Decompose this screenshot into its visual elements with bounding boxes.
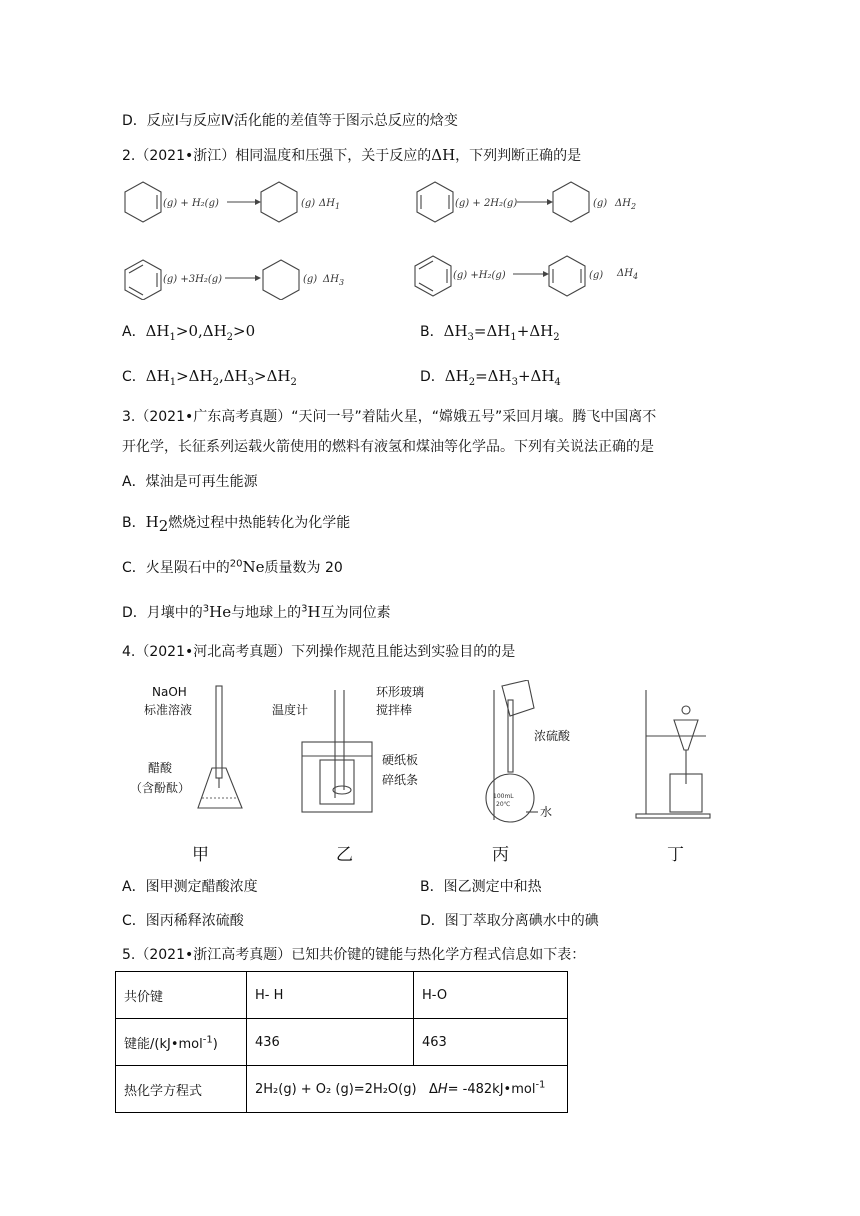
q2-stem-tail: ，下列判断正确的是 — [455, 148, 582, 164]
q2-reaction-figure — [115, 176, 655, 300]
q2-option-c[interactable]: C．$\Delta H_1>\Delta H_2,\Delta H_3>\Delta H_2$ — [122, 367, 297, 388]
cyclohexene-ring — [125, 182, 161, 222]
q4-stem: 4.（2021•河北高考真题）下列操作规范且能达到实验目的的是 — [122, 644, 516, 660]
label-paper-scraps: 碎纸条 — [382, 773, 419, 787]
q3-option-a[interactable]: A．煤油是可再生能源 — [122, 474, 258, 490]
q3-option-c[interactable]: C．火星陨石中的$^{20}$Ne质量数为 20 — [122, 558, 343, 576]
reaction-3 — [125, 260, 344, 300]
q4-option-b[interactable]: B．图乙测定中和热 — [420, 879, 542, 895]
label-phenolphthalein: （含酚酞） — [130, 781, 191, 795]
reaction-3-right: (g) — [303, 274, 318, 285]
q3-stem-line2: 开化学，长征系列运载火箭使用的燃料有液氢和煤油等化学品。下列有关说法正确的是 — [122, 439, 654, 455]
reaction-2-right: (g) — [593, 198, 608, 209]
q4-option-c[interactable]: C．图丙稀释浓硫酸 — [122, 913, 244, 929]
reaction-3-dh: $\Delta H_3$ — [323, 274, 345, 287]
apparatus-jia — [130, 685, 242, 808]
cell-hh: H- H — [247, 972, 414, 1019]
q4-option-d[interactable]: D．图丁萃取分离碘水中的碘 — [420, 913, 599, 929]
q4-option-a[interactable]: A．图甲测定醋酸浓度 — [122, 879, 258, 895]
inner-beaker — [320, 760, 354, 804]
reaction-2-dh: $\Delta H_2$ — [615, 198, 637, 211]
outer-beaker — [302, 742, 372, 812]
reaction-1-right: (g) — [301, 198, 316, 209]
benzene-ring — [415, 256, 451, 296]
label-water: 水 — [540, 805, 553, 819]
label-conc-sulfuric-acid: 浓硫酸 — [534, 729, 571, 743]
beaker-pouring — [502, 680, 534, 716]
table-row — [116, 1066, 568, 1113]
label-stirrer-1: 环形玻璃 — [376, 685, 425, 699]
label-naoh: NaOH — [152, 685, 187, 699]
arrow-head — [547, 199, 553, 205]
q5-stem: 5.（2021•浙江高考真题）已知共价键的键能与热化学方程式信息如下表： — [122, 947, 586, 963]
q1-option-d: D．反应Ⅰ与反应Ⅳ活化能的差值等于图示总反应的焓变 — [122, 113, 458, 129]
q3-stem-line1: 3.（2021•广东高考真题）“天问一号”着陆火星，“嫦娥五号”采回月壤。腾飞中国离不 — [122, 409, 657, 425]
reaction-4-left: (g) +H₂(g) — [453, 270, 506, 281]
separatory-funnel — [674, 720, 698, 750]
burette — [216, 686, 222, 778]
label-standard-solution: 标准溶液 — [144, 703, 193, 717]
q2-option-d[interactable]: D．$\Delta H_2=\Delta H_3+\Delta H_4$ — [420, 367, 561, 388]
reaction-4 — [415, 256, 638, 296]
arrow-head — [543, 271, 549, 277]
q5-bond-table — [115, 971, 568, 1113]
label-cardboard: 硬纸板 — [382, 753, 419, 767]
q2-option-a[interactable]: A．$\Delta H_1>0,\Delta H_2>0$ — [122, 322, 256, 343]
cyclohexane-ring — [261, 182, 297, 222]
table-row — [116, 1019, 568, 1066]
reaction-2-left: (g) + 2H₂(g) — [455, 198, 518, 209]
reaction-1 — [125, 182, 340, 222]
benzene-ring — [125, 260, 161, 300]
arrow-head — [255, 199, 261, 205]
stirrer-ring — [333, 786, 351, 794]
cell-thermo-eq-label: 热化学方程式 — [116, 1066, 247, 1113]
cell-ho-energy: 463 — [414, 1019, 568, 1066]
arrow-head — [255, 275, 261, 281]
reaction-3-left: (g) +3H₂(g) — [163, 274, 223, 285]
table-row — [116, 972, 568, 1019]
apparatus-yi — [272, 684, 424, 812]
reaction-4-dh: $\Delta H_4$ — [617, 268, 639, 281]
cell-thermo-equation: 2H₂(g) + O₂ (g)=2H₂O(g) ΔH= -482kJ•mol$^{-1}$ — [247, 1066, 568, 1113]
q2-option-b[interactable]: B．$\Delta H_3=\Delta H_1+\Delta H_2$ — [420, 322, 560, 343]
cell-header-bond: 共价键 — [116, 972, 247, 1019]
q2-stem — [122, 146, 581, 165]
erlenmeyer-flask — [198, 768, 242, 808]
cyclohexane-ring — [553, 182, 589, 222]
caption-ding: 丁 — [667, 845, 684, 865]
reaction-2 — [417, 182, 636, 222]
cell-bond-energy-label: 键能/(kJ•mol$^{-1}$) — [116, 1019, 247, 1066]
cyclohexadiene-ring — [417, 182, 453, 222]
cell-ho: H-O — [414, 972, 568, 1019]
label-flask-temp: 20℃ — [496, 801, 511, 808]
funnel-stopper — [682, 706, 690, 714]
q4-apparatus-figure — [130, 680, 720, 865]
cell-hh-energy: 436 — [247, 1019, 414, 1066]
apparatus-ding — [636, 690, 710, 818]
cyclohexadiene-ring — [549, 256, 585, 296]
reaction-1-left: (g) + H₂(g) — [163, 198, 219, 209]
label-thermometer: 温度计 — [272, 703, 309, 717]
reaction-1-dh: $\Delta H_1$ — [319, 198, 341, 211]
stand-base — [636, 814, 710, 818]
reaction-4-right: (g) — [589, 270, 604, 281]
caption-bing: 丙 — [492, 845, 509, 865]
cyclohexane-ring — [263, 260, 299, 300]
caption-yi: 乙 — [336, 845, 353, 865]
apparatus-bing — [486, 680, 571, 822]
q3-option-b[interactable]: B．$H_2$燃烧过程中热能转化为化学能 — [122, 513, 351, 535]
label-flask-volume: 100mL — [493, 793, 514, 800]
label-stirrer-2: 搅拌棒 — [376, 703, 413, 717]
caption-jia: 甲 — [192, 845, 209, 865]
q3-option-d[interactable]: D．月壤中的$^3$He与地球上的$^3$H互为同位素 — [122, 603, 391, 621]
q2-dh-symbol: ΔH — [431, 146, 456, 164]
q2-stem-text: 2.（2021•浙江）相同温度和压强下，关于反应的 — [122, 148, 432, 164]
label-acetic-acid: 醋酸 — [148, 761, 173, 775]
